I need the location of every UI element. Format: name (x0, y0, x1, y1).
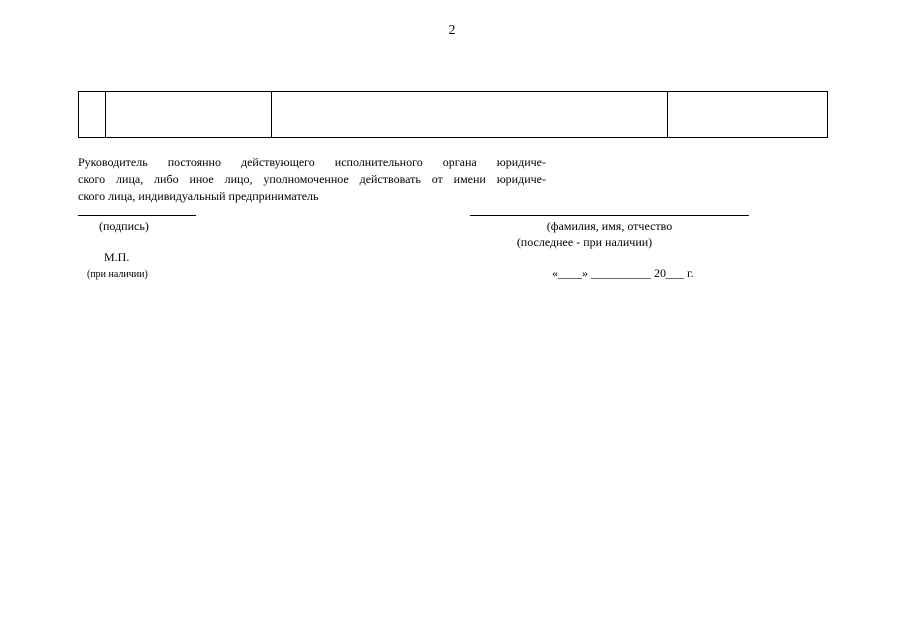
table-cell-3 (272, 92, 668, 138)
page-number: 2 (448, 23, 456, 38)
name-line (470, 215, 749, 216)
stamp-label: М.П. (104, 250, 130, 264)
table-cell-4 (668, 92, 828, 138)
name-label-line-1: (фамилия, имя, отчество (546, 219, 673, 233)
signatory-line-2: ского лица, либо иное лицо, уполномоченное действовать от имени юридиче- (78, 172, 546, 186)
signatory-line-3: ского лица, индивидуальный предприниматель (78, 189, 319, 203)
signatory-description (78, 154, 546, 205)
name-label-line-2: (последнее - при наличии) (516, 235, 653, 249)
stamp-note: (при наличии) (87, 269, 148, 280)
signature-label: (подпись) (99, 219, 149, 233)
table-row (79, 92, 828, 138)
signature-line (78, 215, 196, 216)
date-field: «____» __________ 20___ г. (552, 266, 694, 280)
signatory-line-1: Руководитель постоянно действующего исполнительного органа юридиче- (78, 155, 546, 169)
table-cell-1 (79, 92, 106, 138)
table-cell-2 (106, 92, 272, 138)
form-table-row (78, 91, 828, 138)
